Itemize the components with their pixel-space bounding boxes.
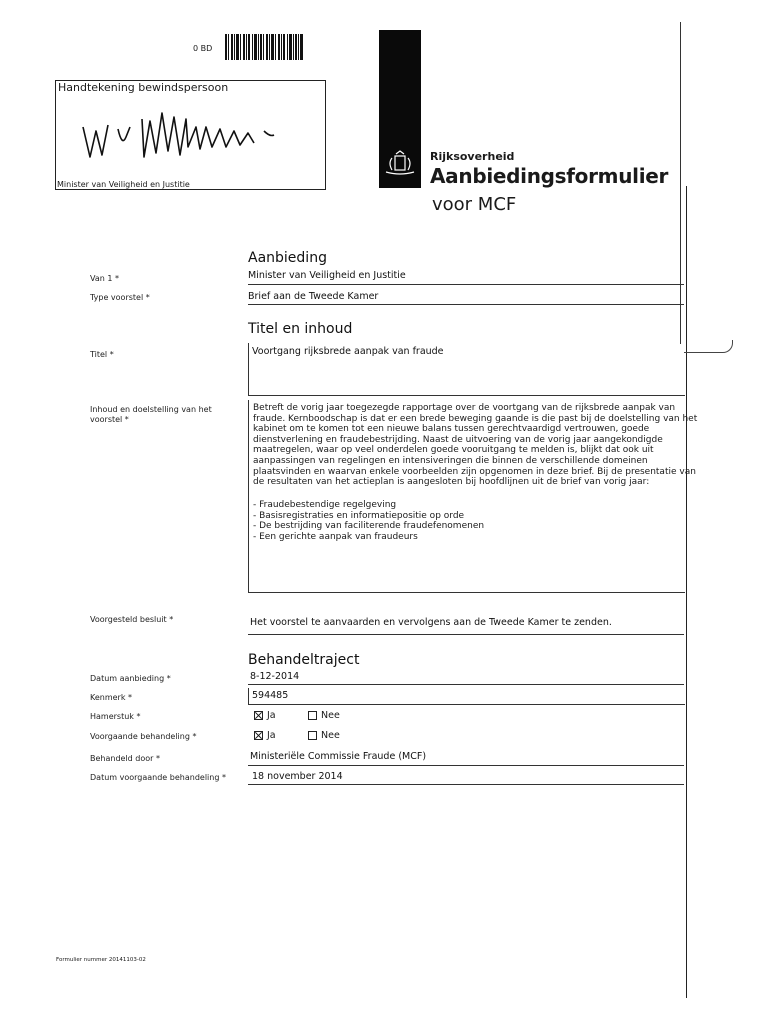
label-type-voorstel: Type voorstel * [90,293,150,302]
checkbox-hamerstuk-nee[interactable] [308,711,317,720]
value-datum-aanbieding: 8-12-2014 [250,671,300,682]
label-voorgesteld-besluit: Voorgesteld besluit * [90,615,174,624]
signature-box-footer: Minister van Veiligheid en Justitie [57,180,190,189]
inhoud-box [248,400,698,593]
form-number: Formulier nummer 20141103-02 [56,957,146,963]
signature-box-title: Handtekening bewindspersoon [58,81,229,94]
label-hamerstuk: Hamerstuk * [90,712,141,721]
label-titel: Titel * [90,350,114,359]
rule-voorgesteld-besluit [248,634,684,635]
checkbox-voorgaande-nee[interactable] [308,731,317,740]
hamerstuk-ja[interactable] [254,710,276,721]
section-titel-en-inhoud: Titel en inhoud [248,321,353,337]
inhoud-bullet: - De bestrijding van faciliterende fraudefenomenen [253,521,485,532]
rule-behandeld-door [248,765,684,766]
label-inhoud: Inhoud en doelstelling van het voorstel * [90,405,212,424]
signature-box [55,80,326,190]
value-type-voorstel: Brief aan de Tweede Kamer [248,291,379,302]
value-van: Minister van Veiligheid en Justitie [248,270,406,281]
kenmerk-box [248,688,685,705]
barcode-label: 0 BD [193,44,213,53]
value-voorgesteld-besluit: Het voorstel te aanvaarden en vervolgens aan de Tweede Kamer te zenden. [250,617,612,628]
form-title: Aanbiedingsformulier [430,164,669,188]
rule-datum-voorgaande [248,784,684,785]
inhoud-bullet: - Basisregistraties en informatiepositie op orde [253,510,465,521]
handwritten-signature [78,107,308,167]
titel-box [248,343,685,396]
value-behandeld-door: Ministeriële Commissie Fraude (MCF) [250,751,427,762]
voorgaande-nee-label: Nee [321,730,340,741]
value-datum-voorgaande: 18 november 2014 [252,771,343,782]
inhoud-bullets [253,500,484,542]
rule-van [248,284,684,285]
scan-curve [684,340,733,353]
hamerstuk-ja-label: Ja [267,710,276,721]
rule-datum-aanbieding [248,684,684,685]
logo-name: Rijksoverheid [430,150,515,163]
section-aanbieding: Aanbieding [248,250,327,266]
scan-line-right [680,22,681,344]
form-subtitle: voor MCF [432,194,517,215]
crest-icon [382,150,418,176]
value-kenmerk: 594485 [252,690,289,701]
rule-type-voorstel [248,304,684,305]
checkbox-voorgaande-ja[interactable] [254,731,263,740]
voorgaande-ja[interactable] [254,730,276,741]
section-behandeltraject: Behandeltraject [248,652,360,668]
label-behandeld-door: Behandeld door * [90,754,160,763]
hamerstuk-nee[interactable] [308,710,340,721]
hamerstuk-nee-label: Nee [321,710,340,721]
label-datum-voorgaande: Datum voorgaande behandeling * [90,773,226,782]
label-datum-aanbieding: Datum aanbieding * [90,674,171,683]
voorgaande-nee[interactable] [308,730,340,741]
inhoud-bullet: - Een gerichte aanpak van fraudeurs [253,531,418,542]
voorgaande-ja-label: Ja [267,730,276,741]
label-voorgaande-behandeling: Voorgaande behandeling * [90,732,197,741]
value-titel: Voortgang rijksbrede aanpak van fraude [252,346,444,357]
checkbox-hamerstuk-ja[interactable] [254,711,263,720]
inhoud-paragraph: Betreft de vorig jaar toegezegde rapportage over de voortgang van de rijksbrede aanpak van fraude. Kernboodschap is dat er een brede beweging gaande is die past bij de doelstelling van het kabinet om te komen tot een nieuwe balans tussen gerechtvaardigd vertrouwen, goede dienstverlening en fraudebestrijding. Naast de uitvoering van de vorig jaar aangekondigde maatregelen, waar op veel onderdelen goede vooruitgang te melden is, blijkt dat ook uit aanpassingen van regelingen en intensiveringen die binnen de verschillende domeinen plaatsvinden en waarvan enkele voorbeelden zijn opgenomen in deze brief. Bij de presentatie van de resultaten van het actieplan is aangesloten bij hoofdlijnen uit de brief van vorig jaar: [253,403,698,488]
scan-line-right-long [686,186,687,998]
label-kenmerk: Kenmerk * [90,693,133,702]
label-van: Van 1 * [90,274,119,283]
barcode-image [225,34,303,60]
inhoud-bullet: - Fraudebestendige regelgeving [253,500,397,510]
